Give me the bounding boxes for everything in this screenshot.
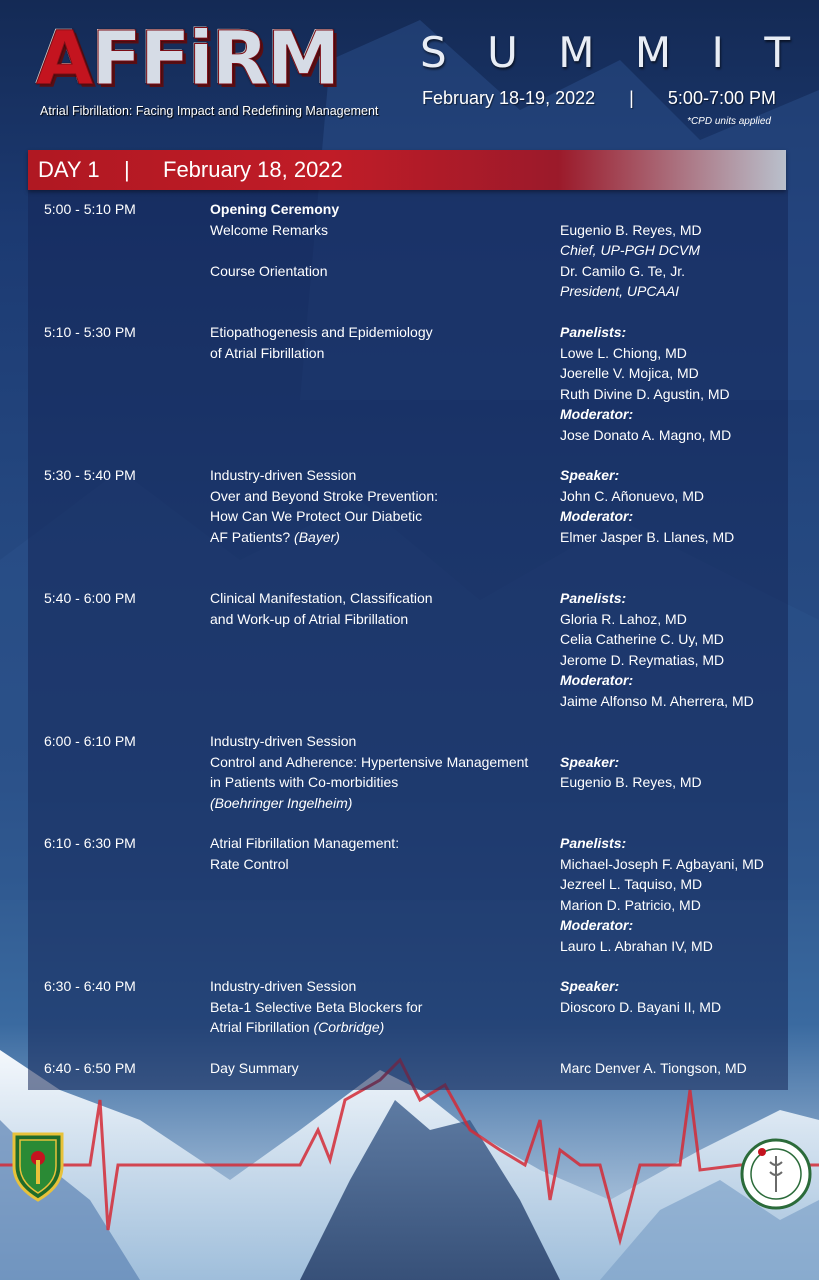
person-name: Dr. Camilo G. Te, Jr.	[560, 262, 685, 279]
day-banner	[28, 150, 786, 190]
session-time: 5:30 - 5:40 PM	[44, 467, 136, 483]
person-name: Jezreel L. Taquiso, MD	[560, 876, 703, 892]
person-name: Celia Catherine C. Uy, MD	[560, 631, 724, 647]
topic-text: AF Patients?	[210, 528, 291, 545]
session-time: 5:10 - 5:30 PM	[44, 324, 136, 340]
person-name: Elmer Jasper B. Llanes, MD	[560, 528, 735, 545]
person-name: Michael-Joseph F. Agbayani, MD	[560, 855, 764, 872]
summit-title	[420, 28, 790, 77]
cpd-note: *CPD units applied	[687, 116, 771, 127]
role-label: Speaker:	[560, 753, 620, 770]
event-time: 5:00-7:00 PM	[667, 88, 776, 108]
role-label: Speaker:	[560, 467, 620, 483]
topic-line: Industry-driven Session	[210, 733, 357, 749]
role-label: Moderator:	[560, 672, 634, 688]
person-title: Chief, UP-PGH DCVM	[560, 242, 701, 258]
person-name: Dioscoro D. Bayani II, MD	[560, 998, 722, 1015]
logo-letter-a: A	[36, 16, 92, 102]
cardiology-society-seal-icon	[740, 1138, 812, 1210]
summit-letter: M	[558, 28, 595, 77]
person-name: John C. Añonuevo, MD	[560, 487, 704, 504]
role-label: Panelists:	[560, 590, 627, 606]
session-time: 6:30 - 6:40 PM	[44, 978, 136, 994]
person-name: Lauro L. Abrahan IV, MD	[560, 937, 713, 954]
logo-tagline: Atrial Fibrillation: Facing Impact and Redefining Management	[40, 104, 379, 118]
summit-letter: T	[764, 28, 790, 77]
topic-title: Opening Ceremony	[210, 201, 340, 217]
topic-line: of Atrial Fibrillation	[210, 344, 325, 361]
person-name: Marc Denver A. Tiongson, MD	[560, 1060, 747, 1076]
person-name: Marion D. Patricio, MD	[560, 896, 701, 913]
role-label: Moderator:	[560, 406, 634, 422]
logo-letters-ffirm: FFiRM	[91, 16, 339, 102]
topic-line: Welcome Remarks	[210, 221, 328, 238]
topic-line: Beta-1 Selective Beta Blockers for	[210, 998, 423, 1015]
summit-letter: M	[634, 28, 672, 77]
person-name: Joerelle V. Mojica, MD	[560, 365, 699, 381]
person-name: Lowe L. Chiong, MD	[560, 344, 687, 361]
summit-letter: U	[487, 28, 518, 77]
role-label: Panelists:	[560, 835, 627, 851]
schedule-panel	[28, 190, 788, 1090]
topic-line: Course Orientation	[210, 262, 328, 279]
person-name: Eugenio B. Reyes, MD	[560, 774, 702, 790]
session-time: 6:10 - 6:30 PM	[44, 835, 136, 851]
topic-line: Control and Adherence: Hypertensive Management	[210, 753, 529, 770]
topic-line: Day Summary	[210, 1060, 299, 1076]
person-name: Eugenio B. Reyes, MD	[560, 221, 702, 238]
person-name: Gloria R. Lahoz, MD	[560, 610, 687, 627]
topic-line: in Patients with Co-morbidities	[210, 774, 399, 790]
topic-line: Clinical Manifestation, Classification	[210, 590, 433, 606]
session-time: 5:40 - 6:00 PM	[44, 590, 136, 606]
person-name: Jaime Alfonso M. Aherrera, MD	[560, 692, 754, 709]
affirm-logo	[36, 14, 396, 122]
summit-letter: S	[420, 28, 447, 77]
sponsor-label: (Bayer)	[294, 528, 340, 545]
topic-line: Atrial Fibrillation Management:	[210, 835, 400, 851]
day-separator: |	[124, 157, 130, 182]
topic-line: Rate Control	[210, 855, 289, 872]
role-label: Moderator:	[560, 508, 634, 524]
topic-line: How Can We Protect Our Diabetic	[210, 508, 423, 524]
header	[0, 0, 819, 140]
day-date: February 18, 2022	[163, 157, 343, 182]
topic-text: Atrial Fibrillation	[210, 1019, 310, 1035]
sponsor-label: (Corbridge)	[313, 1019, 385, 1035]
session-time: 6:40 - 6:50 PM	[44, 1060, 136, 1076]
person-name: Ruth Divine D. Agustin, MD	[560, 385, 730, 402]
topic-line: and Work-up of Atrial Fibrillation	[210, 610, 409, 627]
person-name: Jose Donato A. Magno, MD	[560, 426, 732, 443]
day-label: DAY 1	[38, 157, 100, 182]
event-separator: |	[629, 88, 634, 108]
logo-wordmark	[36, 14, 338, 104]
sponsor-label: (Boehringer Ingelheim)	[210, 794, 353, 811]
topic-line: Over and Beyond Stroke Prevention:	[210, 487, 439, 504]
event-date: February 18-19, 2022	[422, 88, 596, 108]
summit-letter: I	[711, 28, 724, 77]
role-label: Speaker:	[560, 978, 620, 994]
role-label: Moderator:	[560, 917, 634, 933]
topic-line: Industry-driven Session	[210, 978, 357, 994]
up-pgh-crest-icon	[10, 1130, 66, 1202]
role-label: Panelists:	[560, 324, 627, 340]
session-time: 6:00 - 6:10 PM	[44, 733, 136, 749]
session-time: 5:00 - 5:10 PM	[44, 201, 136, 217]
person-name: Jerome D. Reymatias, MD	[560, 651, 725, 668]
topic-line: Etiopathogenesis and Epidemiology	[210, 324, 433, 340]
person-title: President, UPCAAI	[560, 283, 680, 299]
event-date-time	[422, 88, 776, 109]
topic-line: Industry-driven Session	[210, 467, 357, 483]
